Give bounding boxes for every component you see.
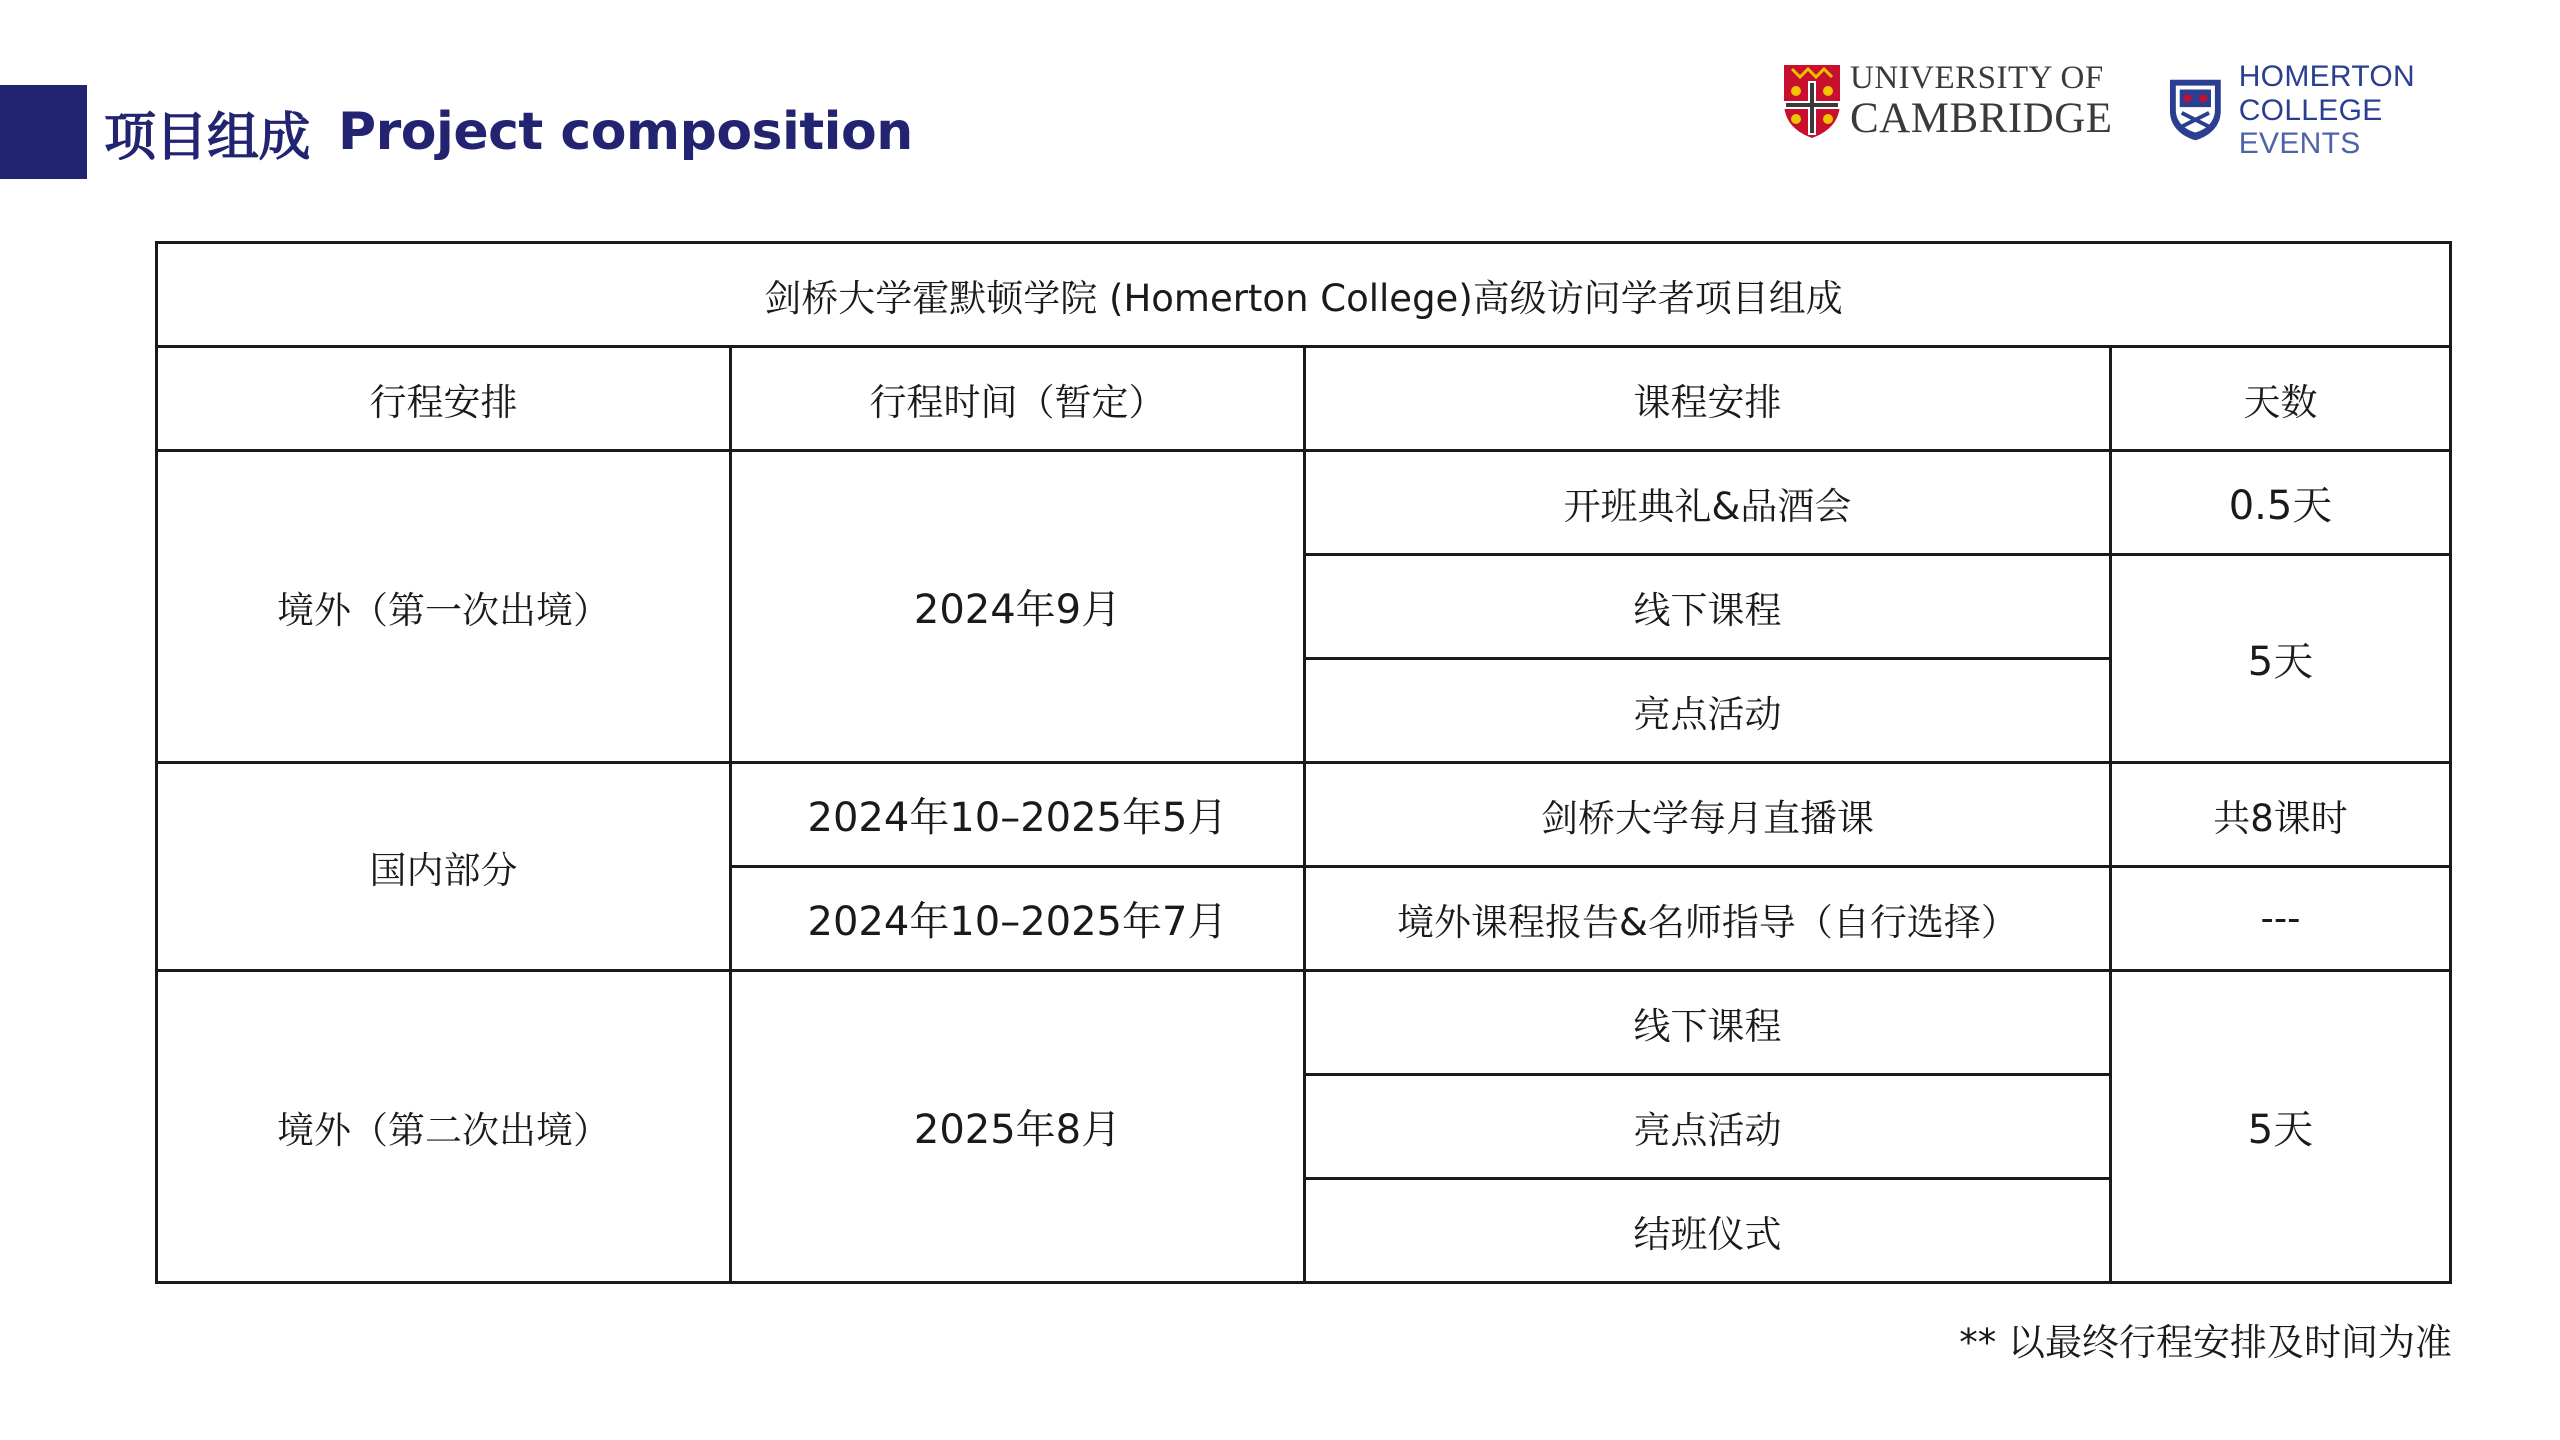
table-row — [157, 763, 2451, 867]
time-cell: 2024年10–2025年5月 — [731, 763, 1305, 867]
header-cell: 行程时间（暂定） — [731, 347, 1305, 451]
days-cell: 5天 — [2111, 971, 2451, 1283]
days-cell: 共8课时 — [2111, 763, 2451, 867]
header-cell: 课程安排 — [1305, 347, 2111, 451]
cambridge-logo-line2: CAMBRIDGE — [1850, 95, 2113, 142]
header-cell: 行程安排 — [157, 347, 731, 451]
course-cell: 线下课程 — [1305, 971, 2111, 1075]
days-cell: --- — [2111, 867, 2451, 971]
course-cell: 亮点活动 — [1305, 659, 2111, 763]
course-cell: 亮点活动 — [1305, 1075, 2111, 1179]
course-cell: 结班仪式 — [1305, 1179, 2111, 1283]
table-row — [157, 971, 2451, 1075]
course-cell: 开班典礼&品酒会 — [1305, 451, 2111, 555]
time-cell: 2024年9月 — [731, 451, 1305, 763]
stage-cell: 国内部分 — [157, 763, 731, 971]
homerton-logo-line1: HOMERTON COLLEGE — [2238, 60, 2416, 127]
footnote: ** 以最终行程安排及时间为准 — [1959, 1321, 2452, 1364]
homerton-logo — [2168, 60, 2560, 161]
header-cell: 天数 — [2111, 347, 2451, 451]
table-caption-row — [157, 243, 2451, 347]
table-caption: 剑桥大学霍默顿学院 (Homerton College)高级访问学者项目组成 — [157, 243, 2451, 347]
cambridge-crest-icon — [1782, 63, 1842, 139]
table-header-row — [157, 347, 2451, 451]
homerton-logo-line2: EVENTS — [2238, 127, 2361, 161]
page-title — [104, 92, 913, 172]
course-cell: 线下课程 — [1305, 555, 2111, 659]
days-cell: 5天 — [2111, 555, 2451, 763]
cambridge-logo — [1782, 62, 2113, 140]
stage-cell: 境外（第二次出境） — [157, 971, 731, 1283]
time-cell: 2024年10–2025年7月 — [731, 867, 1305, 971]
days-cell: 0.5天 — [2111, 451, 2451, 555]
cambridge-logo-line1: UNIVERSITY OF — [1850, 60, 2104, 96]
homerton-shield-icon — [2168, 77, 2223, 143]
page-title-en: Project composition — [338, 102, 913, 162]
time-cell: 2025年8月 — [731, 971, 1305, 1283]
composition-table — [155, 241, 2452, 1284]
table-row — [157, 451, 2451, 555]
page-title-cn: 项目组成 — [104, 107, 311, 168]
course-cell: 剑桥大学每月直播课 — [1305, 763, 2111, 867]
title-accent-bar — [0, 85, 87, 179]
stage-cell: 境外（第一次出境） — [157, 451, 731, 763]
course-cell: 境外课程报告&名师指导（自行选择） — [1305, 867, 2111, 971]
